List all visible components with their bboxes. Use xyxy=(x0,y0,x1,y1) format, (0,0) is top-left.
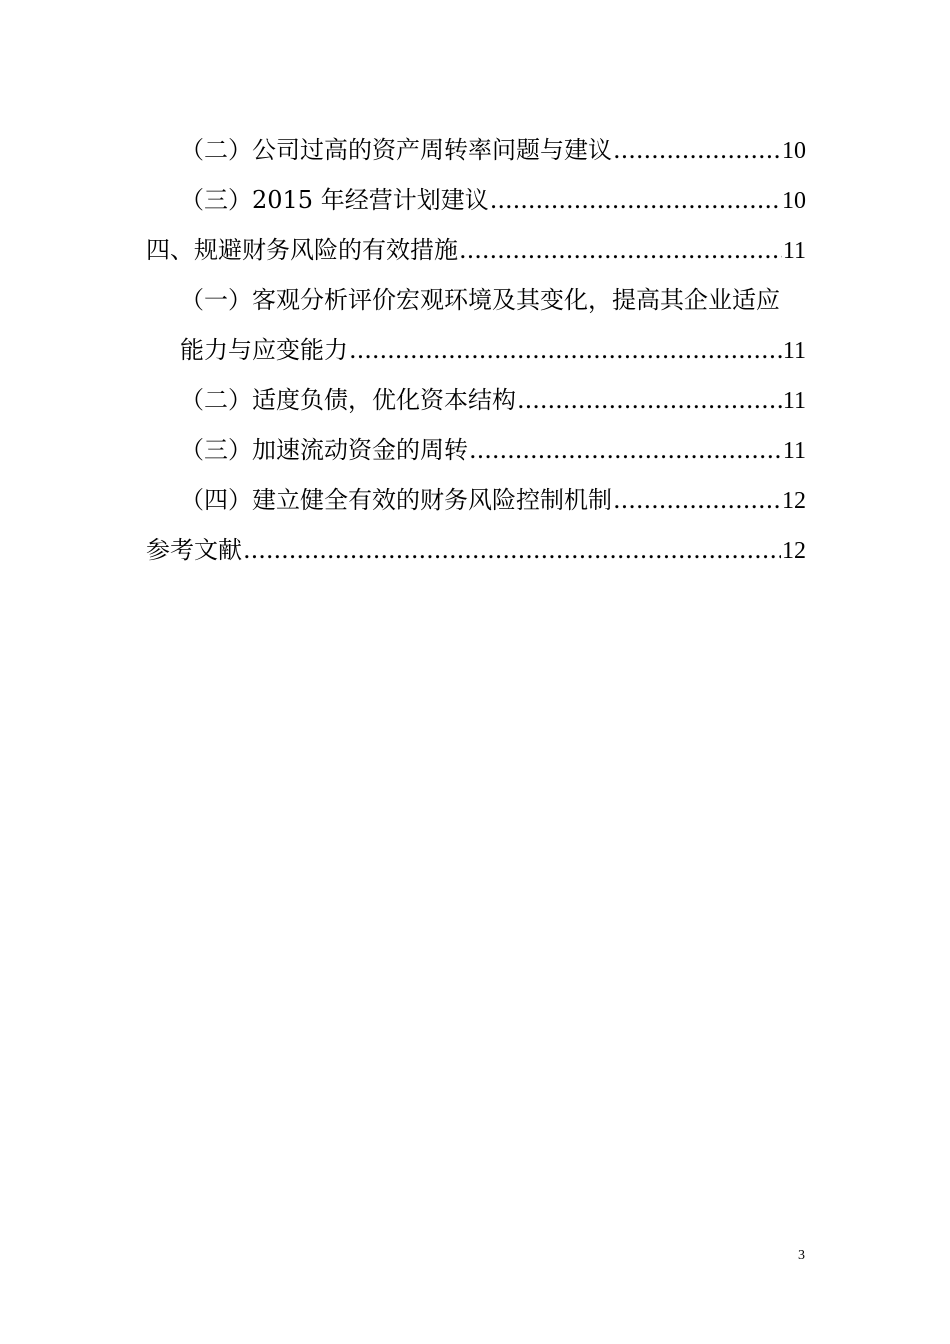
toc-entry-title: 参考文献 xyxy=(146,536,242,564)
toc-entry[interactable] xyxy=(146,125,806,175)
toc-dot-leader xyxy=(243,525,781,575)
toc-entry[interactable] xyxy=(146,475,806,525)
toc-entry-page: 11 xyxy=(782,388,806,414)
toc-entry[interactable] xyxy=(146,525,806,575)
toc-dot-leader xyxy=(517,375,782,425)
toc-dot-leader xyxy=(349,325,782,375)
toc-entry-page: 11 xyxy=(782,338,806,364)
page-number: 3 xyxy=(798,1248,805,1263)
toc-entry-page: 10 xyxy=(782,138,806,164)
toc-entry[interactable] xyxy=(146,425,806,475)
toc-entry-title: （三）2015 年经营计划建议 xyxy=(180,186,489,214)
toc-entry-line2[interactable] xyxy=(146,325,806,375)
toc-entry-page: 11 xyxy=(782,438,806,464)
toc-entry[interactable] xyxy=(146,175,806,225)
toc-entry-title: 四、规避财务风险的有效措施 xyxy=(146,236,458,264)
toc-dot-leader xyxy=(459,225,782,275)
toc-entry[interactable] xyxy=(146,375,806,425)
table-of-contents xyxy=(146,125,806,575)
toc-entry[interactable] xyxy=(146,225,806,275)
toc-entry-title: （一）客观分析评价宏观环境及其变化，提高其企业适应 xyxy=(180,286,780,314)
toc-entry-title: （二）适度负债，优化资本结构 xyxy=(180,386,516,414)
toc-entry-title: （三）加速流动资金的周转 xyxy=(180,436,468,464)
toc-entry-page: 12 xyxy=(782,538,806,564)
toc-entry-title: （四）建立健全有效的财务风险控制机制 xyxy=(180,486,612,514)
toc-dot-leader xyxy=(490,175,781,225)
toc-dot-leader xyxy=(469,425,782,475)
toc-entry-page: 10 xyxy=(782,188,806,214)
toc-entry-page: 11 xyxy=(782,238,806,264)
toc-entry-title-continued: 能力与应变能力 xyxy=(180,336,348,364)
toc-entry-title: （二）公司过高的资产周转率问题与建议 xyxy=(180,136,612,164)
toc-dot-leader xyxy=(613,125,781,175)
toc-entry-page: 12 xyxy=(782,488,806,514)
toc-dot-leader xyxy=(613,475,781,525)
toc-entry-line1[interactable] xyxy=(146,275,806,325)
